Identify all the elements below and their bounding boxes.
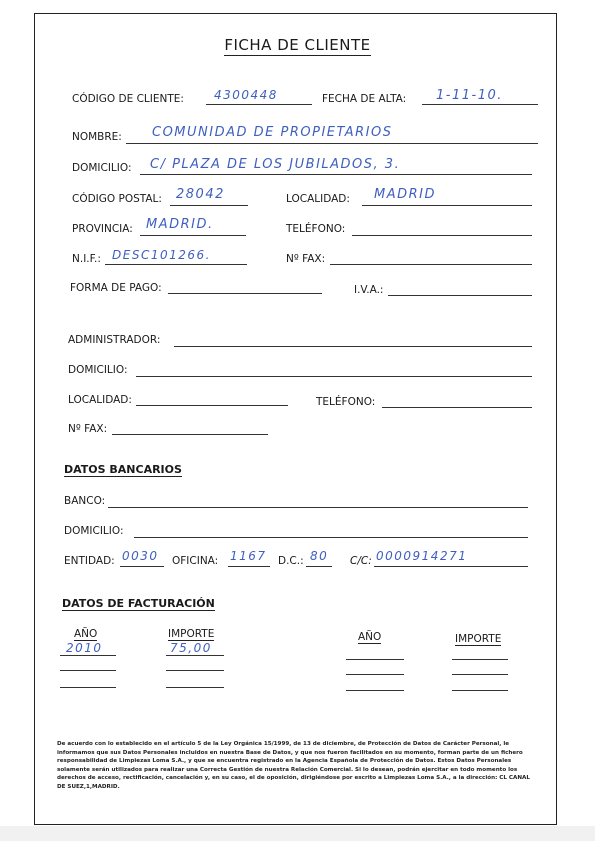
banco-domicilio-line [134,537,528,538]
ano-line-1 [60,655,116,656]
iva-label: I.V.A.: [354,284,384,296]
importe2-line-3 [452,690,508,691]
nif-label: N.I.F.: [72,253,101,265]
dc-value: 80 [310,549,329,563]
entidad-value: 0030 [122,549,159,563]
banco-domicilio-label: DOMICILIO: [64,525,124,537]
cc-label: C/C: [350,555,372,567]
provincia-line [140,235,246,236]
ano-line-3 [60,687,116,688]
entidad-label: ENTIDAD: [64,555,115,567]
importe-col-header-1: IMPORTE [168,628,215,640]
cc-value: 0000914271 [376,549,468,563]
ano-col-header-1: AÑO [74,628,98,640]
importe-line-3 [166,687,224,688]
admin-domicilio-line [136,376,532,377]
fax-line [330,264,532,265]
nif-line [105,264,247,265]
admin-domicilio-label: DOMICILIO: [68,364,128,376]
ano-col-header-2: AÑO [358,631,382,643]
telefono-line [352,235,532,236]
forma-pago-line [168,293,322,294]
codigo-cliente-line [206,104,312,105]
importe-line-2 [166,670,224,671]
scan-edge [0,826,595,841]
datos-facturacion-heading: DATOS DE FACTURACIÓN [62,597,215,610]
telefono-label: TELÉFONO: [286,223,346,235]
admin-fax-line [112,434,268,435]
form-title: FICHA DE CLIENTE [224,36,371,54]
provincia-label: PROVINCIA: [72,223,133,235]
importe-col-header-2: IMPORTE [455,633,502,645]
fax-label: Nº FAX: [286,253,326,265]
importe2-line-2 [452,674,508,675]
importe-value: 75,00 [170,641,212,655]
localidad-label: LOCALIDAD: [286,193,350,205]
codigo-postal-value: 28042 [176,187,225,202]
admin-telefono-line [382,407,532,408]
domicilio-label: DOMICILIO: [72,162,132,174]
dc-line [306,566,332,567]
entidad-line [120,566,164,567]
nombre-line [126,143,538,144]
nombre-label: NOMBRE: [72,131,122,143]
localidad-line [362,205,532,206]
localidad-value: MADRID [374,187,436,202]
codigo-postal-label: CÓDIGO POSTAL: [72,193,162,205]
codigo-cliente-label: CÓDIGO DE CLIENTE: [72,93,184,105]
nif-value: DESC101266. [112,248,211,262]
ano2-line-3 [346,690,404,691]
provincia-value: MADRID. [146,217,214,232]
importe2-line-1 [452,659,508,660]
forma-pago-label: FORMA DE PAGO: [70,282,162,294]
dc-label: D.C.: [278,555,304,567]
oficina-value: 1167 [230,549,267,563]
fecha-alta-label: FECHA DE ALTA: [322,93,407,105]
administrador-label: ADMINISTRADOR: [68,334,161,346]
nombre-value: COMUNIDAD DE PROPIETARIOS [152,125,393,140]
legal-notice: De acuerdo con lo establecido en el artículo 5 de la Ley Orgánica 15/1999, de 13 de diciembre, de Protección de Datos de Carácter Personal, le informamos que sus Datos Personales incluidos en nuestra Base de Datos, y que nos fueron facilitados en su momento, forman parte de un fichero responsabilidad de Limpiezas Loma S.A., y que se encuentra registrado en la Agencia Española de Protección de Datos. Estos Datos Personales solamente serán utilizados para realizar una Correcta Gestión de nuestra Relación Comercial. Si lo desean, podrán ejercitar en todo momento los derechos de acceso, rectificación, cancelación y, en su caso, el de oposición, dirigiéndose por escrito a Limpiezas Loma S.A., a la dirección: CL CANAL DE SUEZ,1,MADRID. [57,741,530,790]
admin-localidad-label: LOCALIDAD: [68,394,132,406]
fecha-alta-value: 1-11-10. [436,88,503,103]
domicilio-line [140,174,532,175]
cc-line [374,566,528,567]
administrador-line [174,346,532,347]
admin-telefono-label: TELÉFONO: [316,396,376,408]
oficina-line [228,566,270,567]
codigo-postal-line [170,205,248,206]
fecha-alta-line [422,104,538,105]
banco-line [108,507,528,508]
ano2-line-1 [346,659,404,660]
ano-value: 2010 [66,641,103,655]
oficina-label: OFICINA: [172,555,219,567]
admin-fax-label: Nº FAX: [68,423,108,435]
ano2-line-2 [346,674,404,675]
banco-label: BANCO: [64,495,106,507]
datos-bancarios-heading: DATOS BANCARIOS [64,463,182,476]
iva-line [388,295,532,296]
admin-localidad-line [136,405,288,406]
importe-line-1 [166,655,224,656]
codigo-cliente-value: 4300448 [214,88,278,102]
ano-line-2 [60,670,116,671]
domicilio-value: C/ PLAZA DE LOS JUBILADOS, 3. [150,157,401,172]
